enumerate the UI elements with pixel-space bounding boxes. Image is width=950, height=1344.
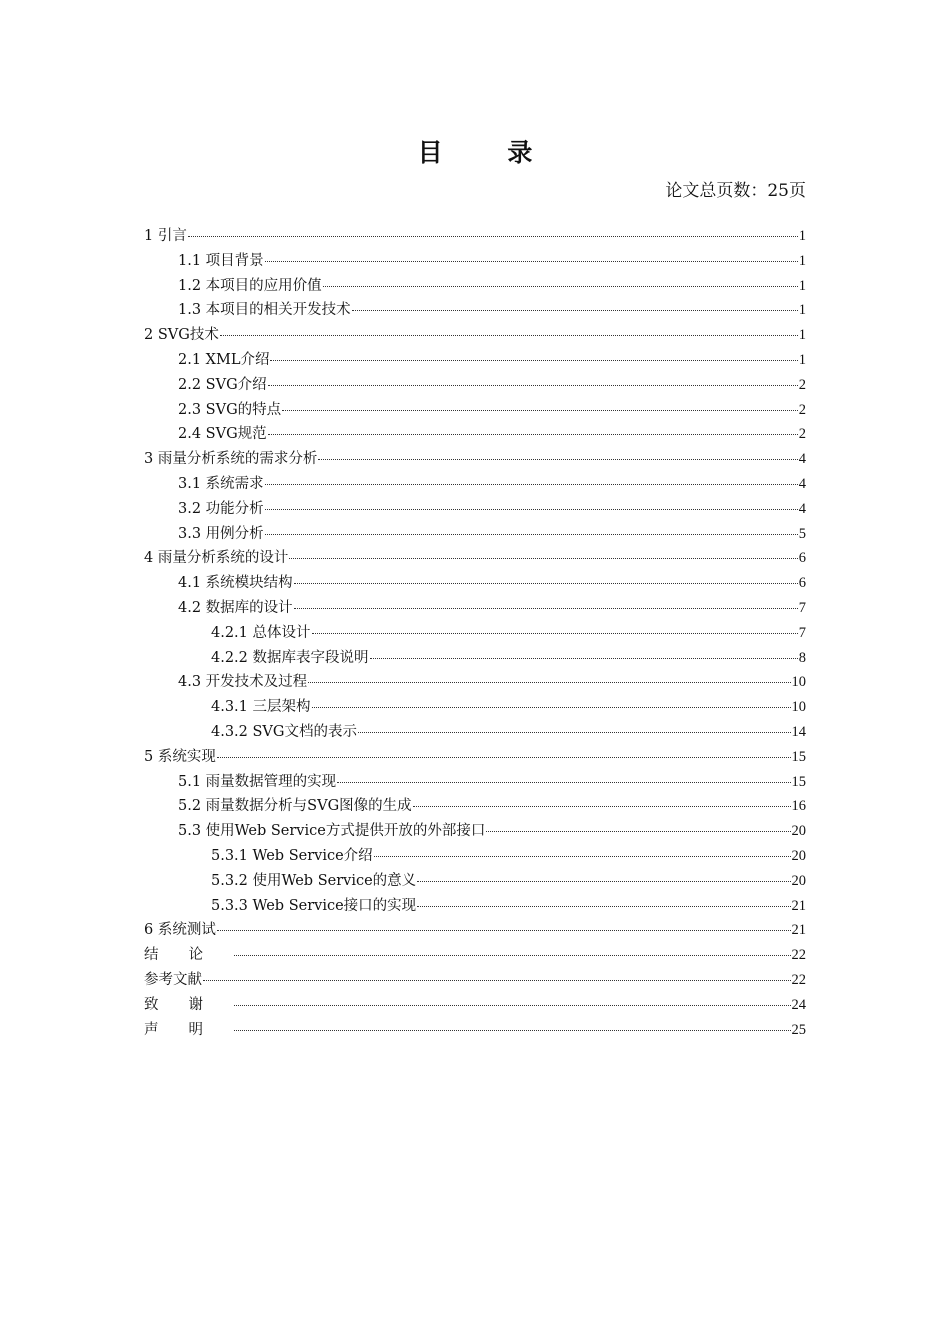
toc-entry-page-number: 2 <box>798 376 806 393</box>
toc-entry-page-number: 6 <box>798 550 806 567</box>
toc-entry-title: 2.2 SVG介绍 <box>178 376 267 393</box>
toc-entry[interactable] <box>144 918 806 943</box>
dot-leader <box>265 261 798 262</box>
toc-entry[interactable] <box>144 794 806 819</box>
toc-entry-title: 2 SVG技术 <box>144 327 219 344</box>
toc-entry-title: 4.1 系统模块结构 <box>178 575 293 592</box>
toc-entry-page-number: 1 <box>798 327 806 344</box>
toc-entry-title: 5 系统实现 <box>144 748 216 765</box>
dot-leader <box>265 509 798 510</box>
toc-entry-title: 声明 <box>144 1021 233 1038</box>
dot-leader <box>217 757 791 758</box>
dot-leader <box>358 732 791 733</box>
dot-leader <box>268 385 798 386</box>
toc-entry-page-number: 20 <box>791 872 806 889</box>
toc-entry-page-number: 1 <box>798 302 806 319</box>
toc-entry-title: 5.2 雨量数据分析与SVG图像的生成 <box>178 798 412 815</box>
dot-leader <box>337 782 790 783</box>
toc-entry[interactable] <box>144 249 806 274</box>
toc-entry-title: 致谢 <box>144 996 233 1013</box>
toc-entry-title: 4.3.2 SVG文档的表示 <box>211 723 357 740</box>
toc-entry[interactable] <box>144 695 806 720</box>
toc-entry[interactable] <box>144 670 806 695</box>
toc-entry-title: 1 引言 <box>144 228 187 244</box>
toc-entry-title: 4.2.2 数据库表字段说明 <box>211 649 369 666</box>
dot-leader <box>188 236 798 237</box>
toc-entry-page-number: 14 <box>791 723 806 740</box>
dot-leader <box>312 633 798 634</box>
dot-leader <box>265 484 798 485</box>
toc-entry[interactable] <box>144 447 806 472</box>
toc-entry-title: 5.3.1 Web Service介绍 <box>211 847 373 864</box>
toc-entry[interactable] <box>144 943 806 968</box>
dot-leader <box>352 310 798 311</box>
dot-leader <box>203 980 791 981</box>
dot-leader <box>217 930 791 931</box>
toc-entry-title: 3.3 用例分析 <box>178 525 264 542</box>
toc-entry-title: 2.3 SVG的特点 <box>178 401 282 418</box>
toc-entry-title: 3.1 系统需求 <box>178 475 264 492</box>
toc-entry-title: 4.3 开发技术及过程 <box>178 674 308 691</box>
toc-entry-title: 参考文献 <box>144 971 202 988</box>
dot-leader <box>234 1030 791 1031</box>
toc-entry-page-number: 15 <box>791 748 806 765</box>
toc-entry-page-number: 21 <box>791 897 806 914</box>
toc-entry[interactable] <box>144 522 806 547</box>
dot-leader <box>265 534 798 535</box>
toc-entry-title: 4.2.1 总体设计 <box>211 624 311 641</box>
toc-entry-page-number: 2 <box>798 401 806 418</box>
toc-entry-title: 4.3.1 三层架构 <box>211 699 311 716</box>
dot-leader <box>374 856 791 857</box>
toc-entry-page-number: 22 <box>791 947 806 964</box>
toc-entry-title: 3.2 功能分析 <box>178 500 264 517</box>
toc-entry-title: 2.4 SVG规范 <box>178 426 267 443</box>
dot-leader <box>234 955 791 956</box>
toc-entry-title: 5.3.3 Web Service接口的实现 <box>211 897 417 914</box>
table-of-contents <box>144 224 806 1042</box>
toc-entry[interactable] <box>144 323 806 348</box>
toc-entry-page-number: 4 <box>798 500 806 517</box>
toc-entry-page-number: 6 <box>798 575 806 592</box>
toc-entry[interactable] <box>144 968 806 993</box>
toc-entry-page-number: 4 <box>798 475 806 492</box>
toc-entry-page-number: 10 <box>791 674 806 691</box>
toc-entry-page-number: 25 <box>791 1021 806 1038</box>
toc-entry-page-number: 8 <box>798 649 806 666</box>
toc-entry-page-number: 2 <box>798 426 806 443</box>
toc-entry-title: 6 系统测试 <box>144 922 216 939</box>
toc-entry[interactable] <box>144 224 806 249</box>
dot-leader <box>294 583 798 584</box>
toc-entry[interactable] <box>144 770 806 795</box>
toc-entry[interactable] <box>144 348 806 373</box>
toc-entry[interactable] <box>144 274 806 299</box>
dot-leader <box>486 831 790 832</box>
toc-entry-title: 4 雨量分析系统的设计 <box>144 550 289 567</box>
toc-entry-page-number: 5 <box>798 525 806 542</box>
dot-leader <box>323 286 798 287</box>
toc-entry[interactable] <box>144 571 806 596</box>
toc-entry-page-number: 22 <box>791 971 806 988</box>
toc-entry-page-number: 20 <box>791 823 806 840</box>
toc-entry-page-number: 1 <box>798 277 806 294</box>
dot-leader <box>413 806 791 807</box>
toc-entry-title: 结论 <box>144 947 233 964</box>
toc-entry[interactable] <box>144 621 806 646</box>
dot-leader <box>318 459 797 460</box>
toc-entry-page-number: 1 <box>798 228 806 244</box>
toc-entry-page-number: 4 <box>798 451 806 468</box>
dot-leader <box>282 410 798 411</box>
toc-entry[interactable] <box>144 422 806 447</box>
toc-entry[interactable] <box>144 869 806 894</box>
toc-entry-title: 1.2 本项目的应用价值 <box>178 277 322 294</box>
toc-entry[interactable] <box>144 844 806 869</box>
toc-entry-page-number: 1 <box>798 351 806 368</box>
toc-entry[interactable] <box>144 819 806 844</box>
toc-entry-page-number: 24 <box>791 996 806 1013</box>
toc-entry[interactable] <box>144 497 806 522</box>
toc-entry-page-number: 20 <box>791 847 806 864</box>
toc-entry-title: 1.3 本项目的相关开发技术 <box>178 302 351 319</box>
toc-entry[interactable] <box>144 546 806 571</box>
toc-entry-page-number: 15 <box>791 773 806 790</box>
dot-leader <box>308 682 790 683</box>
toc-entry[interactable] <box>144 398 806 423</box>
toc-entry-page-number: 1 <box>798 252 806 269</box>
dot-leader <box>370 658 798 659</box>
toc-entry-title: 3 雨量分析系统的需求分析 <box>144 451 318 468</box>
dot-leader <box>234 1005 791 1006</box>
dot-leader <box>289 558 797 559</box>
toc-entry-page-number: 7 <box>798 599 806 616</box>
toc-entry[interactable] <box>144 298 806 323</box>
toc-entry-title: 1.1 项目背景 <box>178 252 264 269</box>
toc-entry[interactable] <box>144 720 806 745</box>
toc-entry-page-number: 21 <box>791 922 806 939</box>
toc-entry[interactable] <box>144 745 806 770</box>
toc-entry-page-number: 10 <box>791 699 806 716</box>
toc-entry[interactable] <box>144 894 806 919</box>
dot-leader <box>270 360 797 361</box>
toc-entry[interactable] <box>144 646 806 671</box>
toc-entry-title: 2.1 XML介绍 <box>178 351 270 368</box>
dot-leader <box>268 434 798 435</box>
dot-leader <box>294 608 798 609</box>
toc-entry[interactable] <box>144 1018 806 1043</box>
toc-entry-page-number: 16 <box>791 798 806 815</box>
toc-entry-title: 5.3.2 使用Web Service的意义 <box>211 872 417 889</box>
toc-entry[interactable] <box>144 596 806 621</box>
toc-entry[interactable] <box>144 993 806 1018</box>
toc-title: 目 录 <box>417 138 561 167</box>
toc-entry-title: 5.1 雨量数据管理的实现 <box>178 773 337 790</box>
dot-leader <box>417 881 790 882</box>
toc-entry[interactable] <box>144 373 806 398</box>
toc-entry-title: 4.2 数据库的设计 <box>178 599 293 616</box>
total-page-count: 论文总页数：25页 <box>665 181 806 201</box>
dot-leader <box>220 335 798 336</box>
toc-entry-page-number: 7 <box>798 624 806 641</box>
toc-entry[interactable] <box>144 472 806 497</box>
dot-leader <box>417 906 790 907</box>
toc-entry-title: 5.3 使用Web Service方式提供开放的外部接口 <box>178 823 486 840</box>
dot-leader <box>312 707 791 708</box>
